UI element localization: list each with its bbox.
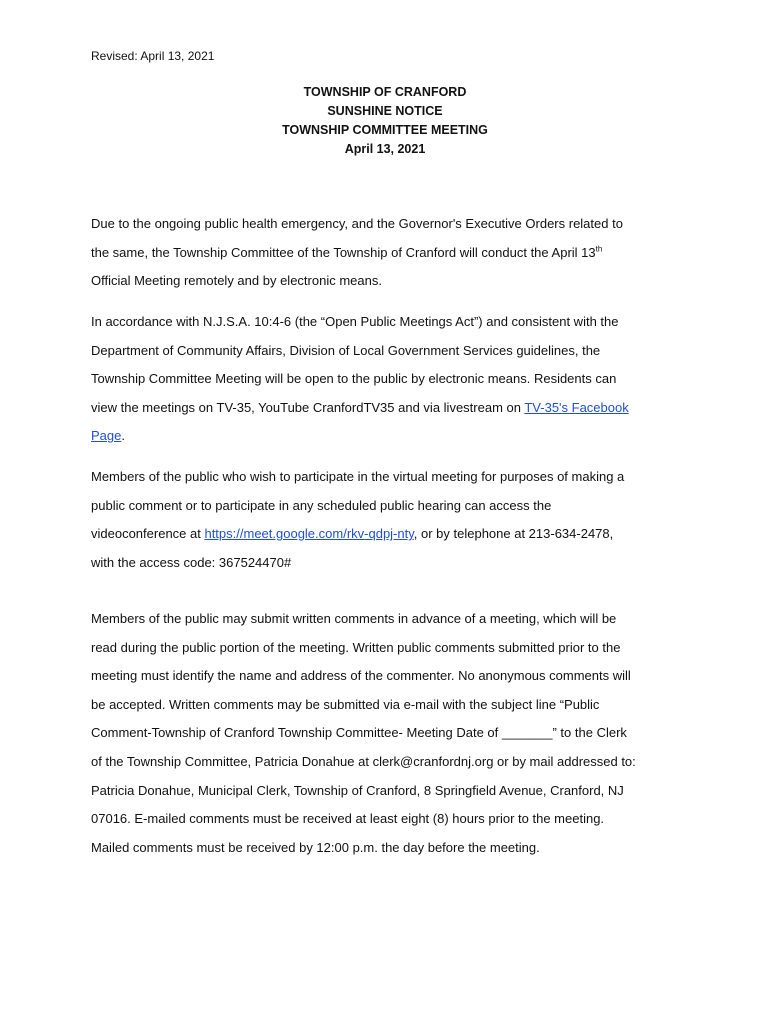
text-line: Members of the public may submit written comments in advance of a meeting, which will be bbox=[91, 611, 617, 626]
text-line: of the Township Committee, Patricia Donahue at clerk@cranfordnj.org or by mail addressed to: bbox=[91, 753, 636, 769]
text-line: be accepted. Written comments may be submitted via e-mail with the subject line “Public bbox=[91, 696, 600, 712]
text-span: the same, the Township Committee of the Township of Cranford will conduct the April 13 bbox=[91, 244, 596, 260]
paragraph-emergency bbox=[91, 210, 691, 296]
text-span: videoconference at bbox=[91, 526, 205, 542]
heading-notice-type: SUNSHINE NOTICE bbox=[327, 104, 443, 118]
facebook-page-link-continued[interactable]: Page bbox=[91, 428, 122, 444]
text-line: public comment or to participate in any scheduled public hearing can access the bbox=[91, 497, 552, 513]
text-line bbox=[91, 394, 691, 423]
text-line: Members of the public who wish to participate in the virtual meeting for purposes of making a bbox=[91, 469, 625, 484]
paragraph-participation bbox=[91, 463, 691, 577]
facebook-page-link[interactable]: TV-35's Facebook bbox=[524, 399, 629, 415]
superscript-th: th bbox=[595, 244, 603, 254]
paragraph-open-meetings bbox=[91, 308, 691, 451]
text-line: meeting must identify the name and address of the commenter. No anonymous comments will bbox=[91, 668, 631, 684]
videoconference-link[interactable]: https://meet.google.com/rkv-qdpj-nty bbox=[204, 526, 414, 542]
paragraph-written-comments bbox=[91, 605, 691, 862]
notice-heading bbox=[0, 83, 770, 159]
text-line: 07016. E-mailed comments must be received at least eight (8) hours prior to the meeting. bbox=[91, 811, 605, 827]
text-line: Mailed comments must be received by 12:00 p.m. the day before the meeting. bbox=[91, 839, 540, 855]
text-line: read during the public portion of the meeting. Written public comments submitted prior to the bbox=[91, 639, 621, 655]
text-span: , or by telephone at 213-634-2478, bbox=[413, 526, 614, 542]
text-line bbox=[91, 520, 691, 549]
text-line: Comment-Township of Cranford Township Committee- Meeting Date of _______” to the Clerk bbox=[91, 725, 627, 741]
text-line: In accordance with N.J.S.A. 10:4-6 (the “Open Public Meetings Act”) and consistent with the bbox=[91, 314, 619, 329]
text-span: view the meetings on TV-35, YouTube CranfordTV35 and via livestream on bbox=[91, 399, 525, 415]
heading-date: April 13, 2021 bbox=[344, 142, 426, 156]
text-line: Township Committee Meeting will be open to the public by electronic means. Residents can bbox=[91, 371, 617, 387]
heading-meeting: TOWNSHIP COMMITTEE MEETING bbox=[282, 123, 488, 137]
text-line: with the access code: 367524470# bbox=[91, 554, 292, 570]
text-span: . bbox=[121, 428, 125, 444]
text-line: Patricia Donahue, Municipal Clerk, Township of Cranford, 8 Springfield Avenue, Cranford, NJ bbox=[91, 782, 624, 798]
text-line: Due to the ongoing public health emergency, and the Governor's Executive Orders related to bbox=[91, 216, 623, 231]
text-line bbox=[91, 422, 691, 451]
heading-township: TOWNSHIP OF CRANFORD bbox=[303, 85, 467, 99]
text-line: Department of Community Affairs, Division of Local Government Services guidelines, the bbox=[91, 342, 601, 358]
text-line: Official Meeting remotely and by electronic means. bbox=[91, 273, 382, 289]
text-line bbox=[91, 239, 691, 268]
revised-date: Revised: April 13, 2021 bbox=[91, 49, 215, 63]
